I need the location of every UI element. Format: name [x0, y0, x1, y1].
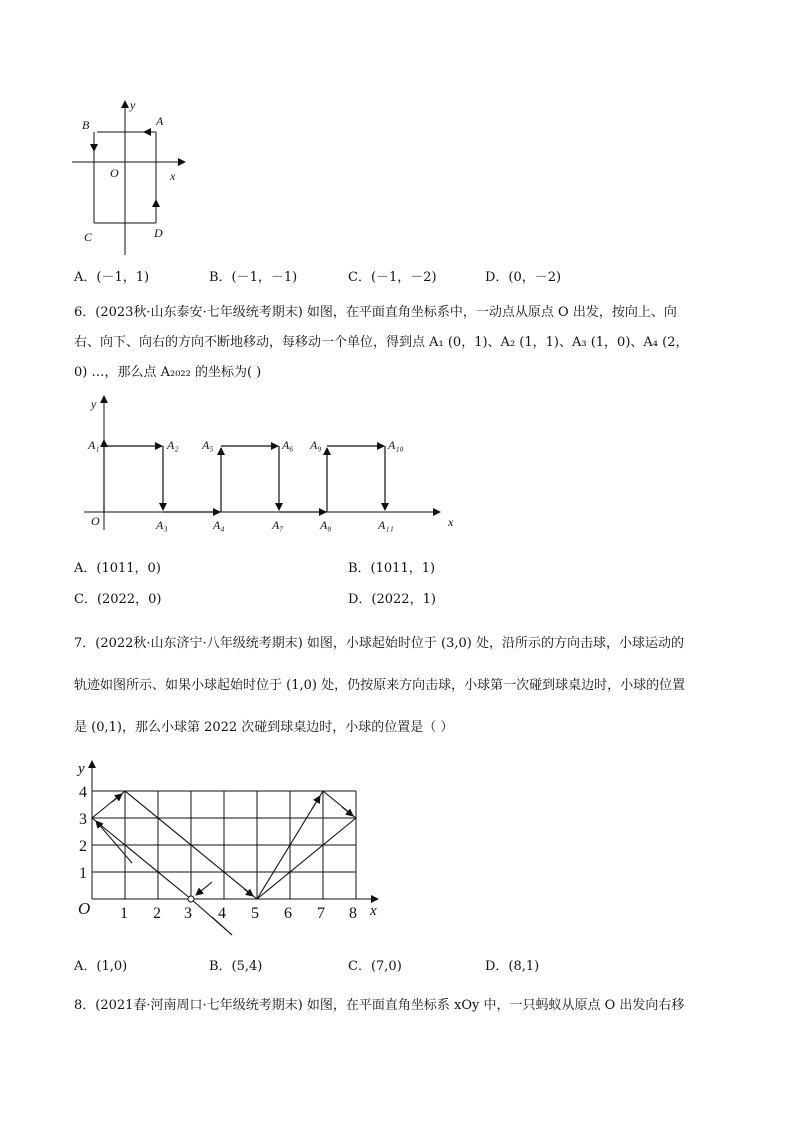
q6-line-1: 6．(2023秋·山东泰安·七年级统考期末) 如图，在平面直角坐标系中，一动点从原点 O 出发，按向上、向 — [74, 305, 677, 320]
x-tick-2: 2 — [153, 905, 161, 922]
arrow-4 — [312, 796, 320, 809]
y-tick-3: 3 — [79, 811, 87, 828]
q7-line-2: 轨迹如图所示、如果小球起始时位于 (1,0) 处，仍按原来方向击球，小球第一次碰到球桌边时，小球的位置 — [74, 678, 686, 693]
x-tick-5: 5 — [251, 905, 259, 922]
label-a6: A₆ — [282, 438, 294, 452]
q5-option-c[interactable]: C．(－1，－2) — [348, 270, 437, 285]
q6-option-d[interactable]: D．(2022，1) — [348, 592, 436, 607]
q7-option-a[interactable]: A．(1,0) — [74, 959, 128, 974]
question-6 — [74, 298, 734, 388]
arrow-5 — [342, 807, 353, 816]
y-axis-label: y — [78, 761, 85, 777]
x-tick-1: 1 — [120, 905, 128, 922]
x-tick-8: 8 — [349, 905, 357, 922]
label-a11: A₁₁ — [378, 518, 394, 532]
question-7 — [74, 623, 734, 749]
point-a-label: A — [156, 114, 164, 128]
label-a4: A₄ — [213, 518, 225, 532]
figure-q5-svg — [60, 95, 200, 260]
q6-option-a[interactable]: A．(1011，0) — [74, 561, 161, 576]
label-a2: A₂ — [167, 438, 179, 452]
y-tick-1: 1 — [79, 865, 87, 882]
figure-q7 — [72, 755, 392, 945]
start-point — [188, 896, 194, 902]
label-a7: A₇ — [272, 518, 284, 532]
arrow-3 — [244, 889, 253, 896]
origin-label: O — [78, 899, 91, 918]
label-a10: A₁₀ — [388, 438, 404, 452]
y-axis-label: y — [130, 98, 136, 112]
q7-option-b[interactable]: B．(5,4) — [209, 959, 263, 974]
q7-option-d[interactable]: D．(8,1) — [485, 959, 540, 974]
figure-q6-svg — [80, 392, 470, 537]
x-tick-7: 7 — [317, 905, 325, 922]
y-axis-label: y — [91, 397, 97, 411]
x-axis-label: x — [370, 903, 377, 919]
arrow-2 — [96, 821, 132, 863]
label-a8: A₈ — [320, 518, 332, 532]
point-c-label: C — [84, 230, 93, 244]
origin-label: O — [91, 514, 100, 528]
q7-option-c[interactable]: C．(7,0) — [348, 959, 402, 974]
arrow-6 — [196, 882, 212, 895]
x-tick-3: 3 — [184, 905, 192, 922]
q6-option-c[interactable]: C．(2022，0) — [74, 592, 162, 607]
q5-option-b[interactable]: B．(－1，－1) — [209, 270, 298, 285]
figure-q5 — [60, 95, 200, 260]
y-tick-4: 4 — [79, 784, 87, 801]
label-a9: A₉ — [310, 438, 322, 452]
label-a3: A₃ — [156, 518, 168, 532]
y-tick-2: 2 — [79, 838, 87, 855]
x-tick-6: 6 — [284, 905, 292, 922]
point-b-label: B — [82, 118, 90, 132]
q7-line-3: 是 (0,1)，那么小球第 2022 次碰到球桌边时，小球的位置是（ ） — [74, 720, 454, 735]
x-tick-4: 4 — [218, 905, 226, 922]
q6-line-2: 右、向下、向右的方向不断地移动，每移动一个单位，得到点 A₁ (0，1)、A₂ (1，1)、A₃ (1，0)、A₄ (2， — [74, 335, 689, 350]
x-axis-label: x — [170, 169, 176, 183]
q5-option-a[interactable]: A．(－1，1) — [74, 270, 150, 285]
q5-option-d[interactable]: D．(0，－2) — [485, 270, 562, 285]
point-d-label: D — [154, 226, 163, 240]
q6-line-3: 0) …，那么点 A₂₀₂₂ 的坐标为( ) — [74, 365, 262, 380]
origin-label: O — [110, 166, 119, 180]
x-axis-label: x — [448, 515, 454, 529]
label-a5: A₅ — [202, 438, 214, 452]
arrow-1 — [112, 794, 122, 802]
q7-line-1: 7．(2022秋·山东济宁·八年级统考期末) 如图，小球起始时位于 (3,0) 处，沿所示的方向击球，小球运动的 — [74, 636, 684, 651]
label-a1: A₁ — [88, 438, 100, 452]
figure-q7-svg — [72, 755, 392, 945]
q6-option-b[interactable]: B．(1011，1) — [348, 561, 436, 576]
grid — [92, 791, 356, 899]
figure-q6 — [80, 392, 470, 537]
question-8-line-1: 8．(2021春·河南周口·七年级统考期末) 如图，在平面直角坐标系 xOy 中，一只蚂蚁从原点 O 出发向右移 — [74, 998, 685, 1013]
